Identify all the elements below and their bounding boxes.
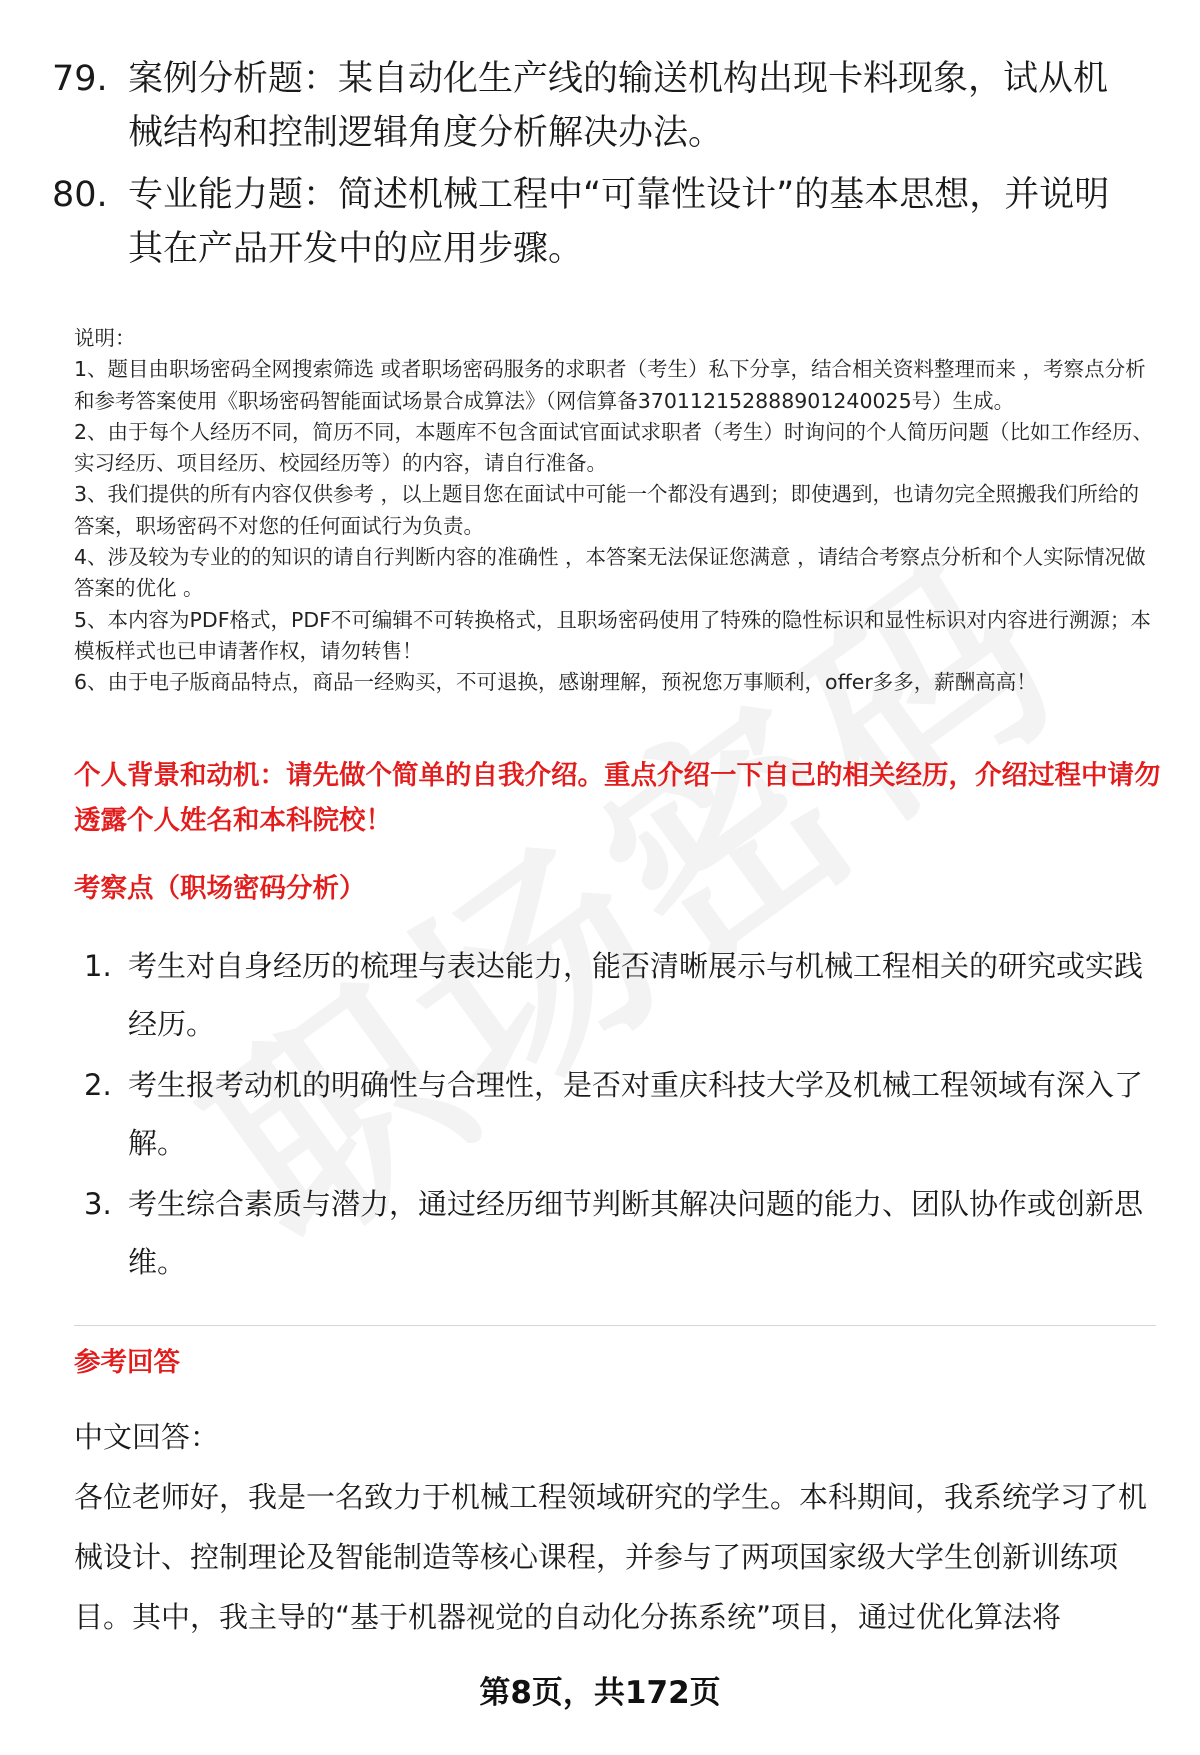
- list-item: [74, 1056, 1164, 1172]
- list-item: [74, 937, 1164, 1053]
- interview-question: 个人背景和动机：请先做个简单的自我介绍。重点介绍一下自己的相关经历，介绍过程中请勿透露个人姓名和本科院校！: [74, 760, 1161, 836]
- question-number: 79.: [52, 59, 108, 99]
- note-item: 4、涉及较为专业的的知识的请自行判断内容的准确性 ，本答案无法保证您满意 ，请结合考察点分析和个人实际情况做答案的优化 。: [74, 545, 1146, 601]
- answer-heading: 参考回答: [74, 1347, 180, 1378]
- note-item: 1、题目由职场密码全网搜索筛选 或者职场密码服务的求职者（考生）私下分享，结合相关资料整理而来 ，考察点分析和参考答案使用《职场密码智能面试场景合成算法》（网信算备370112152888901240025号）生成。: [74, 357, 1146, 413]
- page-footer: 第8页，共172页: [479, 1675, 721, 1711]
- answer-block: [74, 1407, 1164, 1647]
- answer-label: 中文回答：: [74, 1420, 220, 1454]
- notes-title: 说明：: [74, 326, 136, 350]
- question-text: 案例分析题：某自动化生产线的输送机构出现卡料现象，试从机械结构和控制逻辑角度分析解决办法。: [128, 59, 1109, 153]
- question-text: 专业能力题：简述机械工程中“可靠性设计”的基本思想，并说明其在产品开发中的应用步骤。: [128, 175, 1110, 269]
- note-item: 3、我们提供的所有内容仅供参考 ，以上题目您在面试中可能一个都没有遇到；即使遇到，也请勿完全照搬我们所给的答案，职场密码不对您的任何面试行为负责。: [74, 482, 1140, 538]
- list-item-number: 2.: [84, 1068, 112, 1102]
- note-item: 6、由于电子版商品特点，商品一经购买，不可退换，感谢理解，预祝您万事顺利，offer多多，薪酬高高！: [74, 670, 1037, 695]
- analysis-list: [74, 937, 1164, 1294]
- question-80: [52, 168, 1142, 276]
- question-number: 80.: [52, 175, 108, 215]
- list-item-number: 1.: [84, 949, 112, 983]
- note-item: 5、本内容为PDF格式，PDF不可编辑不可转换格式，且职场密码使用了特殊的隐性标识和显性标识对内容进行溯源；本模板样式也已申请著作权，请勿转售！: [74, 607, 1151, 663]
- answer-text: 各位老师好，我是一名致力于机械工程领域研究的学生。本科期间，我系统学习了机械设计、控制理论及智能制造等核心课程，并参与了两项国家级大学生创新训练项目。其中，我主导的“基于机器视觉的自动化分拣系统”项目，通过优化算法将: [74, 1480, 1148, 1634]
- note-item: 2、由于每个人经历不同，简历不同，本题库不包含面试官面试求职者（考生）时询问的个人简历问题（比如工作经历、实习经历、项目经历、校园经历等）的内容，请自行准备。: [74, 419, 1154, 476]
- list-item: [74, 1175, 1164, 1291]
- list-item-text: 考生对自身经历的梳理与表达能力，能否清晰展示与机械工程相关的研究或实践经历。: [128, 949, 1144, 1041]
- list-item-text: 考生综合素质与潜力，通过经历细节判断其解决问题的能力、团队协作或创新思维。: [128, 1187, 1144, 1279]
- section-divider: [74, 1325, 1156, 1326]
- question-79: [52, 52, 1142, 160]
- list-item-number: 3.: [84, 1187, 112, 1221]
- analysis-heading: 考察点（职场密码分析）: [74, 873, 366, 904]
- list-item-text: 考生报考动机的明确性与合理性，是否对重庆科技大学及机械工程领域有深入了解。: [128, 1068, 1144, 1160]
- notes-block: [74, 323, 1154, 699]
